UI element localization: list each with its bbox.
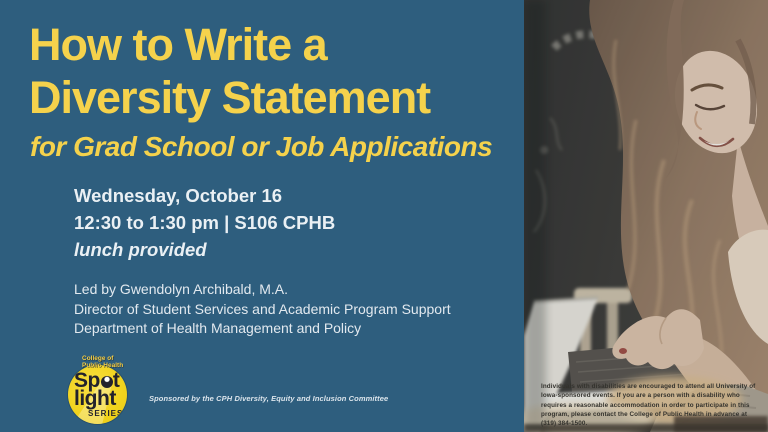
event-details xyxy=(74,182,335,263)
event-time-location: 12:30 to 1:30 pm | S106 CPHB xyxy=(74,212,336,233)
logo-word-light: light xyxy=(74,387,116,410)
photo-illustration xyxy=(524,0,768,432)
presenter-name: Led by Gwendolyn Archibald, M.A. xyxy=(74,281,289,297)
sponsor-credit: Sponsored by the CPH Diversity, Equity and Inclusion Committee xyxy=(149,394,389,403)
spotlight-circle xyxy=(68,361,127,424)
page-title xyxy=(29,18,430,124)
spotlight-dot-icon xyxy=(101,376,113,388)
logo-wordmark xyxy=(74,371,123,418)
accessibility-notice: Individuals with disabilities are encouraged to attend all University of Iowa-sponsored events. If you are a person with a disability who requires a reasonable accommodation in order to participate in this program, please contact the College of Public Health in advance at (319) 384-1500. xyxy=(541,383,756,428)
presenter-details xyxy=(74,280,451,339)
logo-college-line-1: College of xyxy=(82,355,114,362)
logo-word-series: SERIES xyxy=(88,409,124,418)
logo-college-line-2: Public Health xyxy=(82,361,124,369)
event-note: lunch provided xyxy=(74,239,207,260)
title-line-2: Diversity Statement xyxy=(29,72,431,123)
photo-woman-laptop xyxy=(524,0,768,432)
logo-college-label xyxy=(82,356,123,369)
event-date: Wednesday, October 16 xyxy=(74,185,283,206)
presenter-department: Department of Health Management and Policy xyxy=(74,320,362,336)
spotlight-series-logo xyxy=(64,355,136,429)
title-line-1: How to Write a xyxy=(29,19,327,70)
logo-spot-pre: Sp xyxy=(74,369,100,392)
presenter-role: Director of Student Services and Academic Program Support xyxy=(74,300,451,317)
subtitle: for Grad School or Job Applications xyxy=(30,131,493,162)
logo-spot-post: t xyxy=(112,369,120,392)
